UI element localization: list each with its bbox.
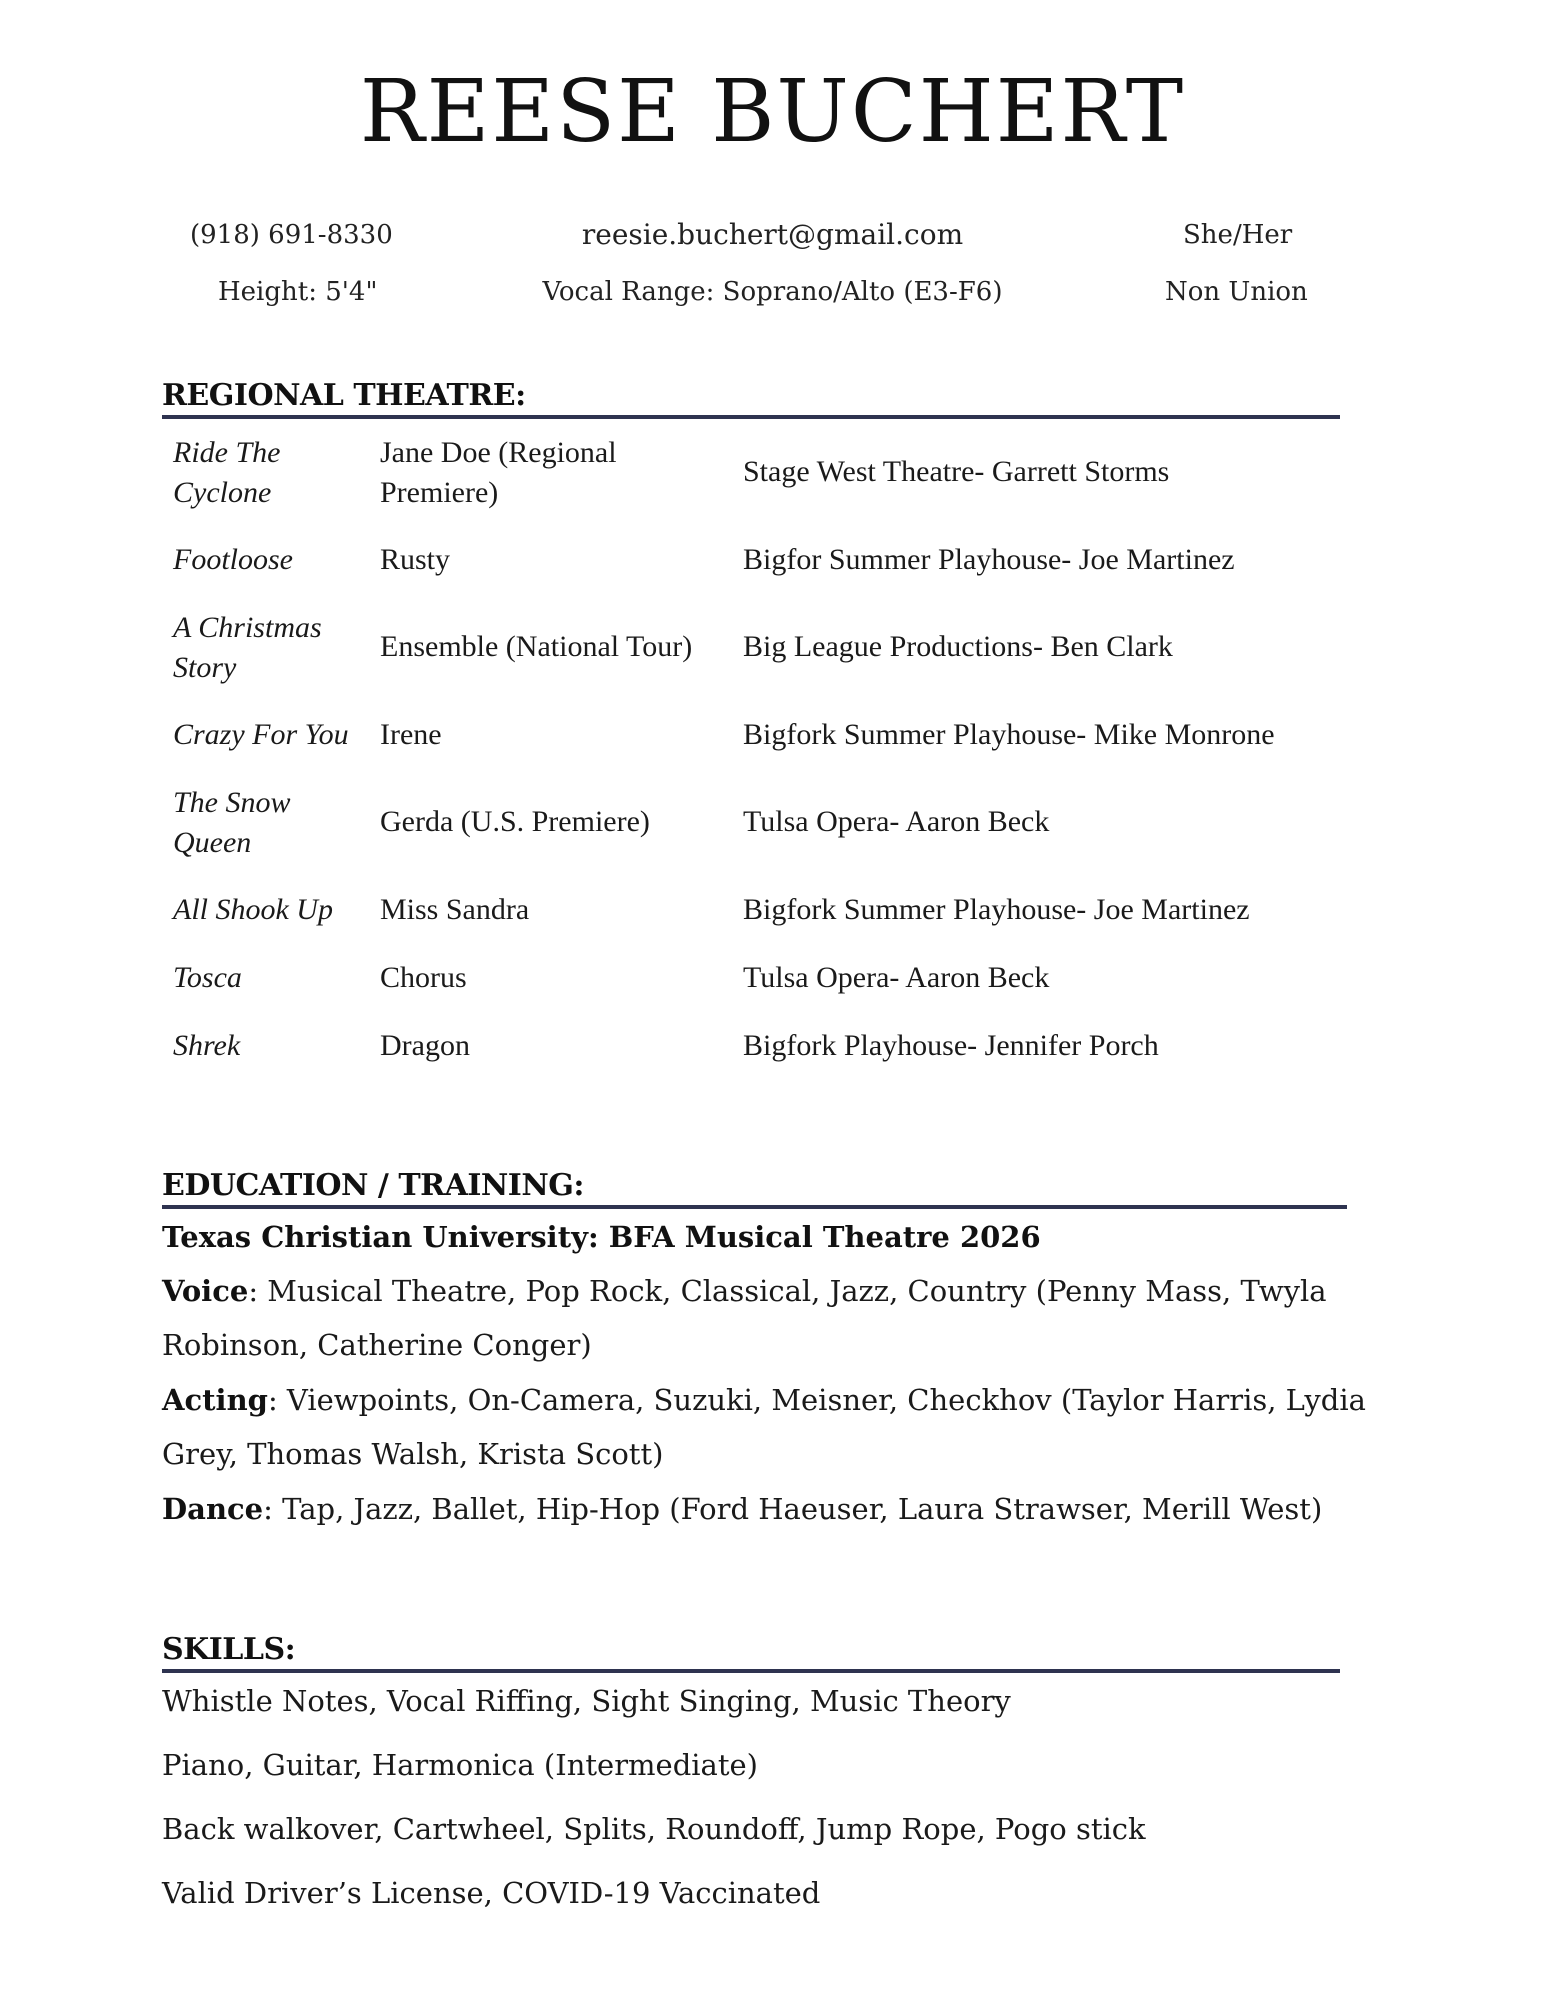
show-title: Tosca [173, 961, 242, 994]
phone-number: (918) 691-8330 [190, 220, 393, 250]
show-title: Ride The Cyclone [173, 436, 281, 509]
skills-heading: SKILLS: [162, 1632, 296, 1667]
skill-line: Valid Driver’s License, COVID-19 Vaccinated [162, 1876, 821, 1910]
resume-name: REESE BUCHERT [359, 62, 1186, 162]
voice-label: Voice [162, 1274, 249, 1308]
company-director: Big League Productions- Ben Clark [743, 630, 1173, 663]
role: Irene [380, 718, 442, 751]
role: Chorus [380, 961, 467, 994]
dance-training [162, 1482, 1382, 1536]
pronouns: She/Her [1183, 220, 1293, 250]
skills-divider [162, 1669, 1340, 1673]
company-director: Tulsa Opera- Aaron Beck [743, 805, 1050, 838]
role: Jane Doe (Regional Premiere) [380, 436, 617, 509]
role: Miss Sandra [380, 893, 530, 926]
show-title: A Christmas Story [173, 611, 322, 684]
dance-details: : Tap, Jazz, Ballet, Hip-Hop (Ford Haeuser, Laura Strawser, Merill West) [263, 1492, 1323, 1526]
acting-training [162, 1373, 1382, 1481]
voice-training [162, 1264, 1382, 1372]
show-title: Crazy For You [173, 718, 349, 751]
show-title: The Snow Queen [173, 786, 291, 859]
education-divider [162, 1205, 1347, 1209]
email-address: reesie.buchert@gmail.com [581, 218, 964, 251]
education-heading: EDUCATION / TRAINING: [162, 1168, 584, 1203]
dance-label: Dance [162, 1492, 264, 1526]
degree: Texas Christian University: BFA Musical Theatre 2026 [162, 1220, 1041, 1254]
show-title: Shrek [173, 1029, 241, 1062]
company-director: Bigfor Summer Playhouse- Joe Martinez [743, 543, 1235, 576]
acting-label: Acting [162, 1383, 268, 1417]
regional-divider [162, 415, 1340, 419]
show-title: Footloose [173, 543, 293, 576]
role: Dragon [380, 1029, 470, 1062]
regional-theatre-heading: REGIONAL THEATRE: [162, 378, 526, 413]
role: Rusty [380, 543, 451, 576]
vocal-range: Vocal Range: Soprano/Alto (E3-F6) [542, 277, 1003, 307]
skill-line: Back walkover, Cartwheel, Splits, Roundoff, Jump Rope, Pogo stick [162, 1812, 1146, 1846]
show-title: All Shook Up [173, 893, 333, 926]
skill-line: Piano, Guitar, Harmonica (Intermediate) [162, 1748, 758, 1782]
company-director: Bigfork Playhouse- Jennifer Porch [743, 1029, 1159, 1062]
company-director: Tulsa Opera- Aaron Beck [743, 961, 1050, 994]
role: Ensemble (National Tour) [380, 630, 693, 663]
company-director: Bigfork Summer Playhouse- Mike Monrone [743, 718, 1275, 751]
company-director: Bigfork Summer Playhouse- Joe Martinez [743, 893, 1250, 926]
skill-line: Whistle Notes, Vocal Riffing, Sight Singing, Music Theory [162, 1684, 1011, 1718]
voice-details: : Musical Theatre, Pop Rock, Classical, Jazz, Country (Penny Mass, Twyla Robinson, Catherine Conger) [162, 1274, 1327, 1362]
acting-details: : Viewpoints, On-Camera, Suzuki, Meisner, Checkhov (Taylor Harris, Lydia Grey, Thomas Walsh, Krista Scott) [162, 1383, 1366, 1471]
company-director: Stage West Theatre- Garrett Storms [743, 455, 1170, 488]
height: Height: 5'4" [218, 277, 378, 307]
role: Gerda (U.S. Premiere) [380, 805, 650, 838]
union-status: Non Union [1165, 277, 1308, 307]
